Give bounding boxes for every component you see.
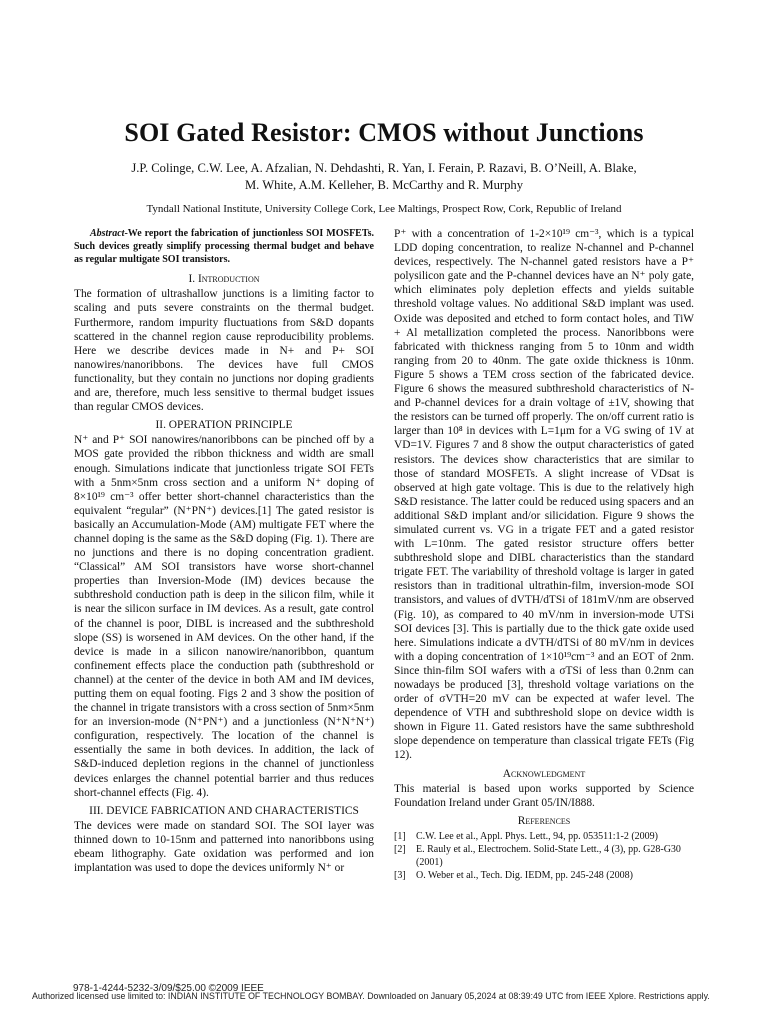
left-column — [74, 227, 374, 875]
intro-body: The formation of ultrashallow junctions is a limiting factor to scaling and puts severe constraints on the thermal budget. Furthermore, random impurity fluctuations from S&D dopants scattered in the channel region cause reproducibility problems. Here we describe devices made in N+ and P+ SOI nanowires/nanoribbons. The devices have full CMOS functionality, but they contain no junctions nor doping gradients and are, therefore, much less sensitive to thermal budget issues than regular CMOS devices. — [74, 288, 374, 414]
author-line-2: M. White, A.M. Kelleher, B. McCarthy and R. Murphy — [244, 178, 524, 192]
fabrication-heading: III. DEVICE FABRICATION AND CHARACTERISTICS — [89, 804, 359, 817]
right-column — [394, 227, 694, 882]
author-list — [60, 160, 708, 194]
acknowledgment-heading: Acknowledgment — [502, 767, 586, 780]
abstract-label: Abstract — [90, 228, 125, 239]
author-line-1: J.P. Colinge, C.W. Lee, A. Afzalian, N. Dehdashti, R. Yan, I. Ferain, P. Razavi, B. O’Neill, A. Blake, — [131, 161, 637, 175]
acknowledgment-body: This material is based upon works supported by Science Foundation Ireland under Grant 05/IN/I888. — [394, 782, 694, 809]
reference-item: [2] E. Rauly et al., Electrochem. Solid-State Lett., 4 (3), pp. G28-G30 (2001) — [394, 843, 681, 868]
intro-heading: I. Introduction — [188, 273, 260, 286]
reference-item: [3] O. Weber et al., Tech. Dig. IEDM, pp. 245-248 (2008) — [394, 869, 633, 881]
copyright-notice: 978-1-4244-5232-3/09/$25.00 ©2009 IEEE — [73, 983, 264, 994]
abstract — [74, 227, 374, 266]
license-notice: Authorized licensed use limited to: INDIAN INSTITUTE OF TECHNOLOGY BOMBAY. Downloaded on January 05,2024 at 08:39:49 UTC from IEEE Xplore. Restrictions apply. — [32, 991, 710, 1001]
abstract-text: -We report the fabrication of junctionless SOI MOSFETs. Such devices greatly simplify processing thermal budget and behave as regular multigate SOI transistors. — [74, 228, 374, 266]
reference-item: [1] C.W. Lee et al., Appl. Phys. Lett., 94, pp. 053511:1-2 (2009) — [394, 830, 659, 842]
reference-list — [394, 830, 694, 882]
fabrication-body-left: The devices were made on standard SOI. The SOI layer was thinned down to 10-15nm and patterned into nanoribbons using ebeam lithography. Gate oxidation was performed and ion implantation was used to dope the devices uniformly N⁺ or — [74, 819, 374, 875]
affiliation: Tyndall National Institute, University College Cork, Lee Maltings, Prospect Row, Cork, Republic of Ireland — [146, 203, 622, 215]
references-heading: References — [517, 814, 571, 827]
operation-heading: II. OPERATION PRINCIPLE — [155, 419, 293, 432]
paper-title: SOI Gated Resistor: CMOS without Junctions — [124, 118, 644, 147]
operation-body: N⁺ and P⁺ SOI nanowires/nanoribbons can be pinched off by a MOS gate provided the ribbon thickness and width are small enough. Simulations indicate that junctionless trigate SOI FETs with a 5nm×5nm cross section and a uniform N⁺ doping of 8×10¹⁹ cm⁻³ offer better short-channel characteristics than the equivalent “regular” (N⁺PN⁺) devices.[1] The gated resistor is basically an Accumulation-Mode (AM) multigate FET where the channel doping is the same as the S&D doping (Fig. 1). There are no junctions and there is no doping concentration gradient. “Classical” AM SOI transistors have worse short-channel properties than Inversion-Mode (IM) devices because the subthreshold conduction path is deep in the silicon film, while it is near the silicon surface in IM devices. As a result, gate control of the channel is poor, DIBL is increased and the subthreshold slope (SS) is worsened in AM devices. On the other hand, if the device is made in a silicon nanowire/nanoribbon, quantum confinement effects place the conduction path (subthreshold or channel) at the center of the device in both AM and IM devices, putting them on equal footing. Figs 2 and 3 show the position of the channel in trigate transistors with a cross section of 5nm×5nm for an inversion-mode (N⁺PN⁺) and a junctionless (N⁺N⁺N⁺) configuration, respectively. The location of the channel is essentially the same in both devices. In addition, the lack of S&D-induced depletion regions in the channel of junctionless devices enlarges the channel potential barrier and thus reduces short-channel effects (Fig. 4). — [74, 434, 374, 799]
fabrication-body-right: P⁺ with a concentration of 1-2×10¹⁹ cm⁻³, which is a typical LDD doping concentration, to realize N-channel and P-channel devices, respectively. The N-channel gated resistors have a P⁺ polysilicon gate and the P-channel devices have an N⁺ poly gate, which eliminates poly depletion effects and yields suitable threshold voltage values. No additional S&D implant was used. Oxide was deposited and etched to form contact holes, and TiW + Al metallization completed the process. Nanoribbons were fabricated with thickness ranging from 5 to 10nm and width ranging from 20 to 40nm. The gate oxide thickness is 10nm. Figure 5 shows a TEM cross section of the fabricated device. Figure 6 shows the measured subthreshold characteristics of N- and P-channel devices for a drain voltage of ±1V, showing that the resistors can be turned off properly. The on/off current ratio is larger than 10⁸ in devices with L=1μm for a VG swing of 1V at VD=1V. Figures 7 and 8 show the output characteristics of gated resistors. The devices show characteristics that are similar to those of standard MOSFETs. A slight increase of VDsat is observed at high gate voltage. This is due to the relatively high S&D resistance. The latter could be reduced using spacers and an additional S&D implant and/or silicidation. Figure 9 shows the simulated current vs. VG in a trigate FET and a gated resistor with L=10nm. The gated resistor structure offers better subthreshold slope and DIBL characteristics than the standard trigate FET. The variability of threshold voltage is larger in gated resistors than in traditional ultrathin-film, inversion-mode SOI transistors, and values of dVTH/dTSi of 181mV/nm are observed (Fig. 10), as compared to 40 mV/nm in inversion-mode UTSi SOI devices [3]. This is partially due to the thick gate oxide used here. Simulations indicate a dVTH/dTSi of 80 mV/nm in devices with a doping concentration of 1×10¹⁹cm⁻³ and an EOT of 2nm. Since thin-film SOI wafers with a σTSi of less than 0.2nm can nowadays be produced [3], threshold voltage variations on the order of σVTH=20 mV can be expected at wafer level. The dependence of VTH and subthreshold slope on device width is shown in Figure 11. Gated resistors have the same subthreshold slope dependence on temperature than classical trigate FETs (Fig 12). — [394, 228, 694, 762]
